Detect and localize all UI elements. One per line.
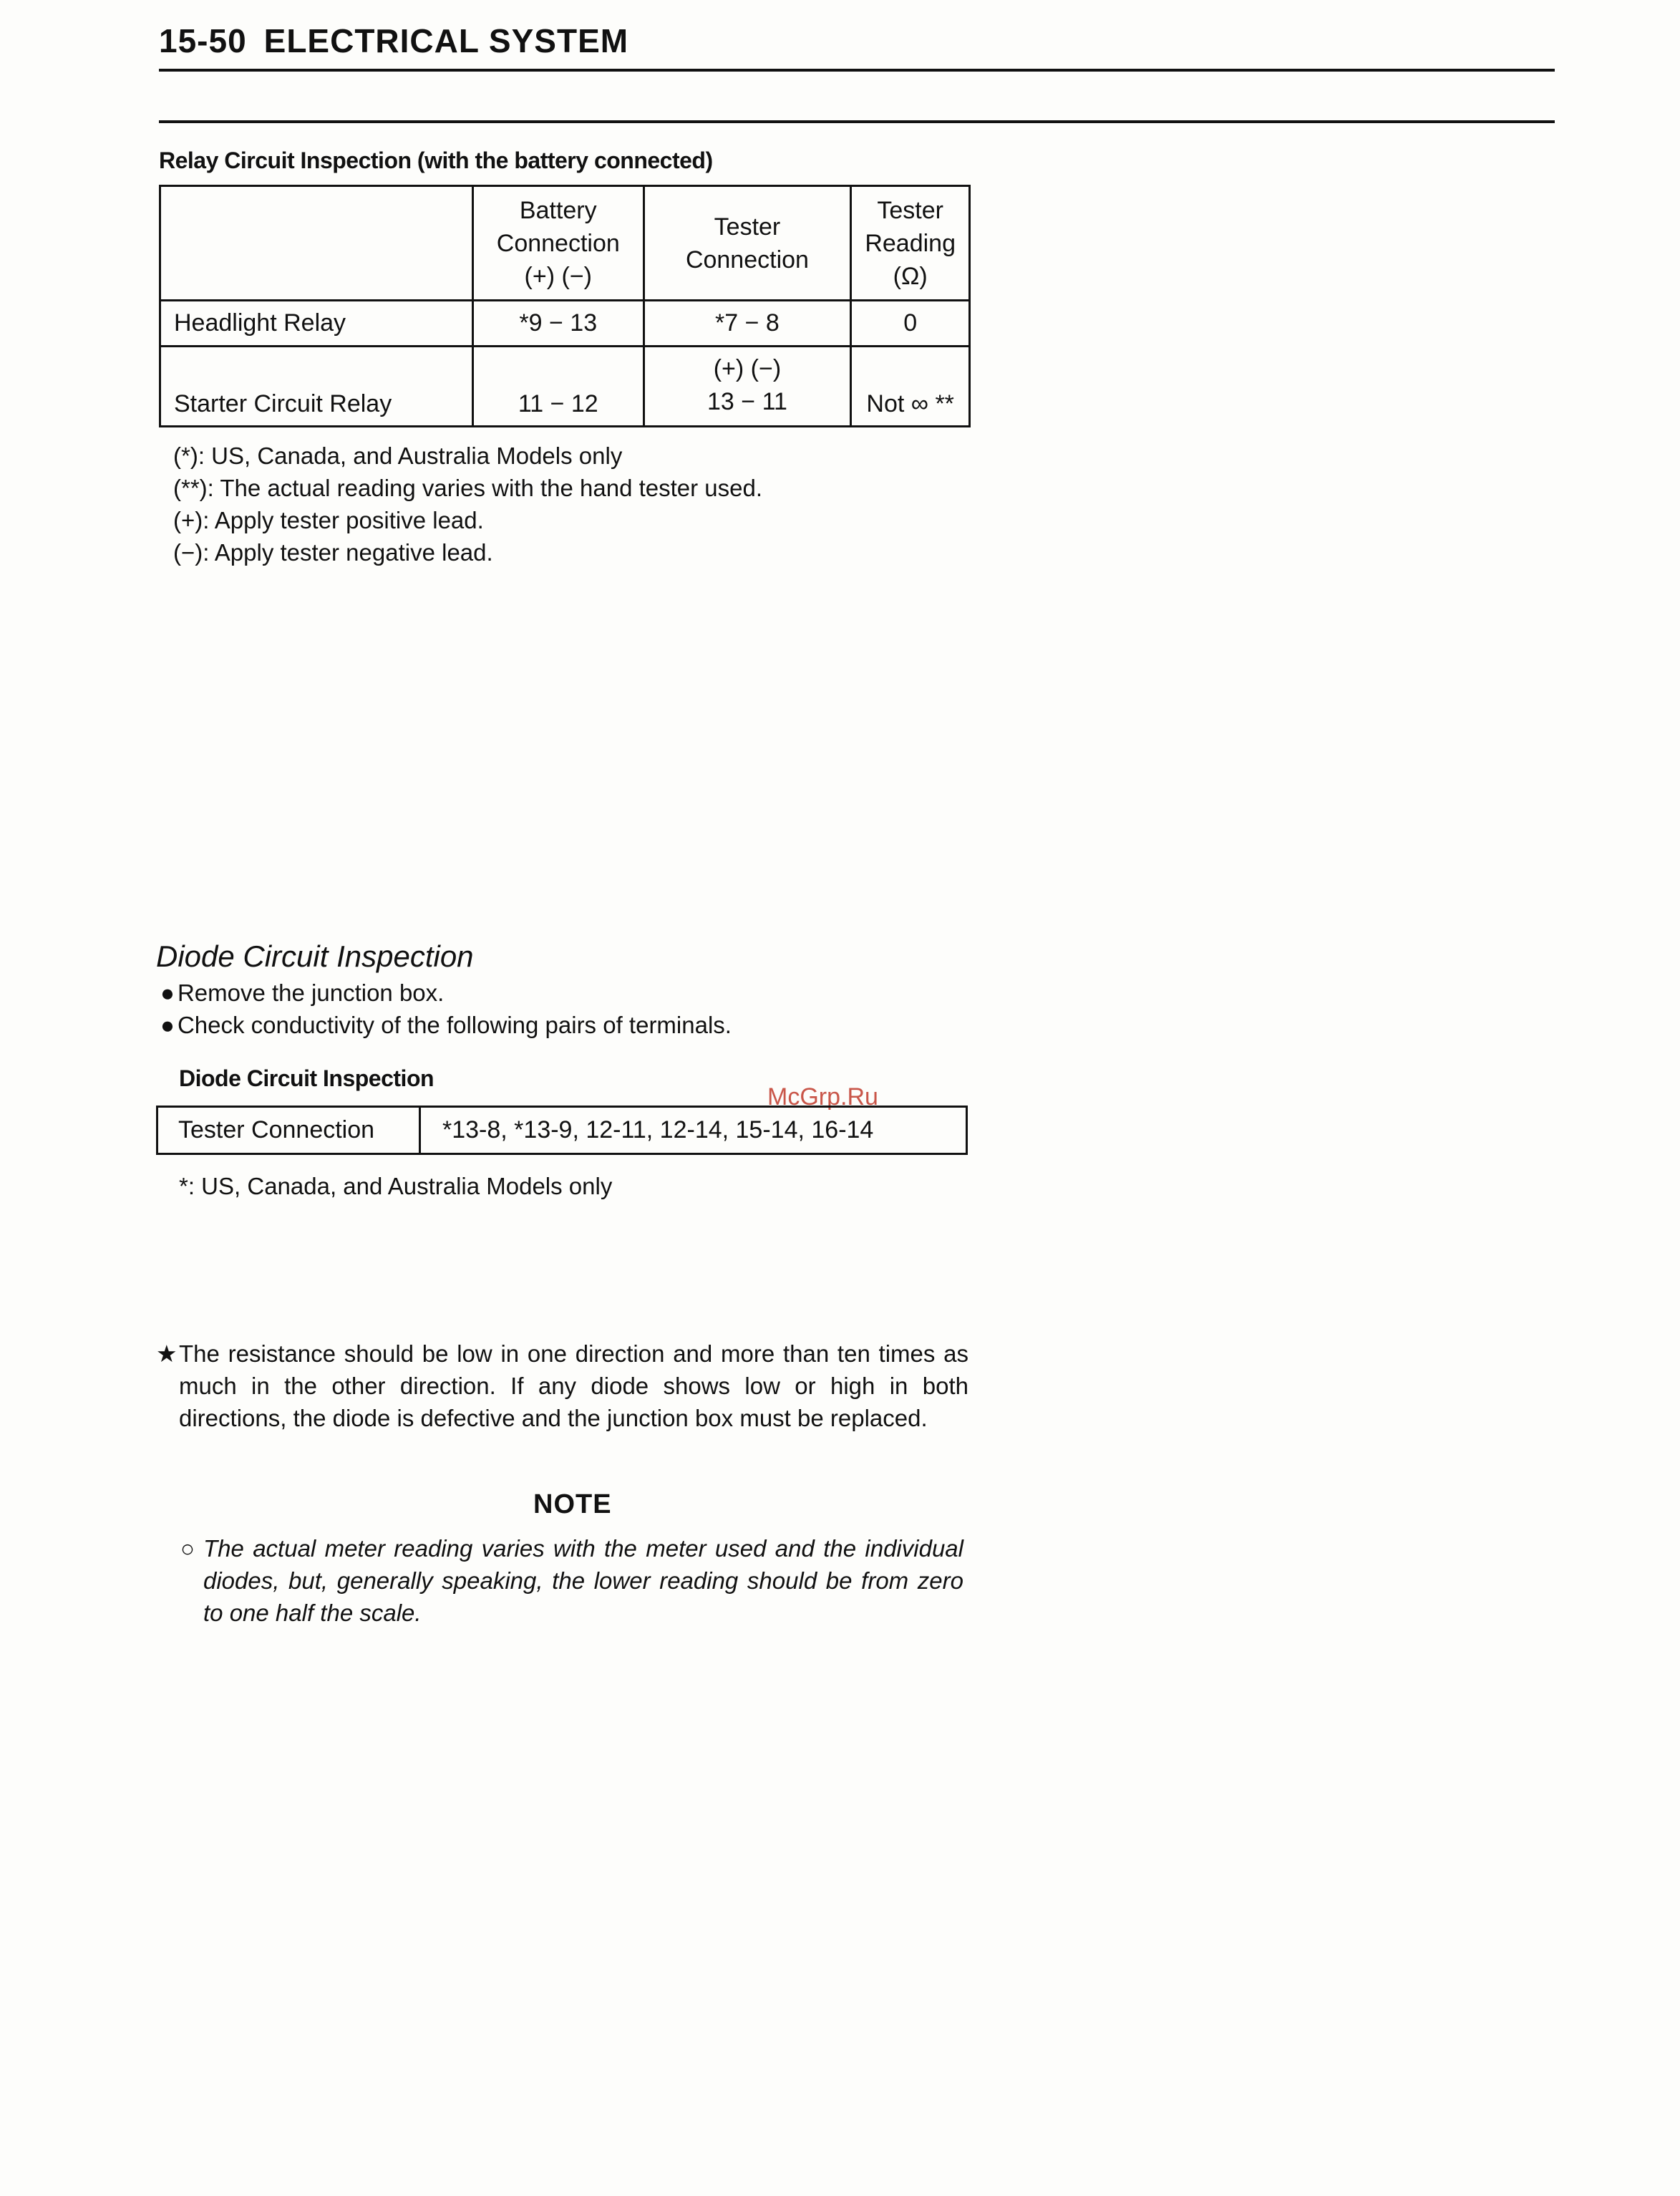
table-header-row bbox=[160, 186, 970, 301]
tester-connection-label: Tester Connection bbox=[157, 1107, 420, 1154]
tester-connection-value: *13-8, *13-9, 12-11, 12-14, 15-14, 16-14 bbox=[420, 1107, 967, 1154]
page-header bbox=[159, 21, 628, 60]
note-line: (+): Apply tester positive lead. bbox=[173, 507, 484, 533]
note-line: (**): The actual reading varies with the hand tester used. bbox=[173, 475, 763, 501]
note-line: (*): US, Canada, and Australia Models only bbox=[173, 442, 623, 469]
star-icon: ★ bbox=[156, 1340, 178, 1367]
diode-table-caption: Diode Circuit Inspection bbox=[179, 1065, 434, 1091]
page-number: 15-50 bbox=[159, 22, 247, 59]
relay-name-cell: Headlight Relay bbox=[160, 301, 473, 347]
header-battery-connection: Battery Connection (+) (−) bbox=[473, 186, 644, 301]
note-heading: NOTE bbox=[533, 1489, 612, 1519]
tester-connection-cell bbox=[644, 347, 851, 427]
tester-reading-cell: Not ∞ ** bbox=[851, 347, 970, 427]
list-item: ● Remove the junction box. bbox=[160, 980, 445, 1006]
bullet-icon: ● bbox=[160, 1012, 175, 1038]
note-line: (−): Apply tester negative lead. bbox=[173, 539, 493, 566]
relay-table-notes bbox=[173, 440, 762, 569]
circle-bullet-icon: ○ bbox=[180, 1535, 195, 1562]
header-blank-cell bbox=[160, 186, 473, 301]
tester-connection-cell: *7 − 8 bbox=[644, 301, 851, 347]
battery-connection-cell: 11 − 12 bbox=[473, 347, 644, 427]
page-title: ELECTRICAL SYSTEM bbox=[263, 22, 629, 59]
table-row bbox=[160, 347, 970, 427]
relay-table-caption: Relay Circuit Inspection (with the battery connected) bbox=[159, 147, 713, 173]
diode-table-note: *: US, Canada, and Australia Models only bbox=[179, 1173, 613, 1199]
diode-section-title: Diode Circuit Inspection bbox=[156, 939, 474, 973]
list-item: ● Check conductivity of the following pairs of terminals. bbox=[160, 1012, 732, 1038]
note-text: ○ The actual meter reading varies with the meter used and the individual diodes, but, generally speaking, the lower reading should be from zero to one half the scale. bbox=[180, 1532, 963, 1629]
tester-polarity: (+) (−) bbox=[713, 355, 782, 382]
header-tester-connection: Tester Connection bbox=[644, 186, 851, 301]
diode-resistance-paragraph: ★ The resistance should be low in one direction and more than ten times as much in the other direction. If any diode shows low or high in both directions, the diode is defective and the junction box must be replaced. bbox=[156, 1338, 968, 1434]
relay-name-cell: Starter Circuit Relay bbox=[160, 347, 473, 427]
table-row bbox=[160, 301, 970, 347]
tester-terminals: 13 − 11 bbox=[707, 388, 787, 415]
watermark: McGrp.Ru bbox=[767, 1083, 878, 1111]
header-tester-reading: Tester Reading (Ω) bbox=[851, 186, 970, 301]
header-rule bbox=[159, 69, 1555, 72]
tester-reading-cell: 0 bbox=[851, 301, 970, 347]
bullet-icon: ● bbox=[160, 980, 175, 1006]
header-rule-secondary bbox=[159, 120, 1555, 123]
battery-connection-cell: *9 − 13 bbox=[473, 301, 644, 347]
table-row bbox=[157, 1107, 967, 1154]
diode-steps bbox=[160, 977, 732, 1041]
relay-inspection-table bbox=[159, 185, 971, 427]
diode-inspection-table bbox=[156, 1106, 968, 1155]
